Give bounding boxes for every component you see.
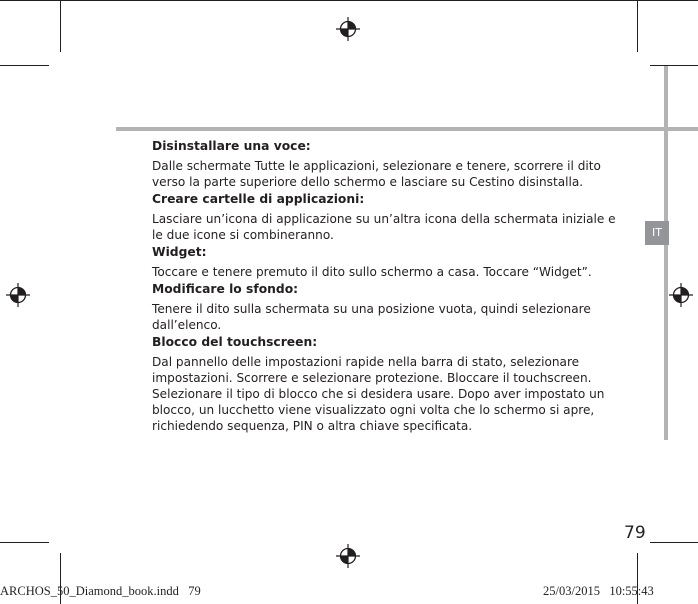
crop-mark-bottom-right-horizontal	[650, 542, 698, 543]
section-heading-lock: Blocco del touchscreen:	[152, 335, 318, 349]
section-heading-uninstall: Disinstallare una voce:	[152, 139, 311, 153]
section-top-rule	[116, 127, 698, 131]
main-content	[152, 138, 622, 435]
crop-mark-top-left-vertical	[60, 0, 61, 52]
section-heading-wallpaper: Modificare lo sfondo:	[152, 282, 299, 296]
section-body-uninstall: Dalle schermate Tutte le applicazioni, selezionare e tenere, scorrere il dito verso la parte superiore dello schermo e lasciare su Cestino disinstalla.	[152, 159, 601, 189]
footer-timestamp: 25/03/2015 10:55:43	[543, 584, 654, 598]
crop-mark-top-right-horizontal	[650, 65, 698, 66]
registration-mark-top-icon	[335, 16, 361, 42]
section-heading-widget: Widget:	[152, 245, 207, 259]
section-body-folders: Lasciare un’icona di applicazione su un’altra icona della schermata iniziale e le due icone si combineranno.	[152, 212, 616, 242]
registration-mark-bottom-icon	[335, 543, 361, 569]
side-margin-bar	[664, 66, 668, 440]
section-body-widget: Toccare e tenere premuto il dito sullo schermo a casa. Toccare “Widget”.	[152, 265, 592, 279]
language-tab-label: IT	[652, 226, 662, 239]
footer-file-name: ARCHOS_50_Diamond_book.indd 79	[0, 584, 201, 598]
crop-mark-top-right-vertical	[637, 0, 638, 52]
crop-mark-bottom-left-horizontal	[0, 542, 49, 543]
crop-mark-top-left-horizontal	[0, 65, 49, 66]
page-number: 79	[624, 523, 646, 543]
top-trim-line	[0, 0, 698, 1]
language-tab	[645, 221, 669, 245]
section-body-lock: Dal pannello delle impostazioni rapide nella barra di stato, selezionare impostazioni. Scorrere e selezionare protezione. Bloccare il touchscreen. Selezionare il tipo di blocco che si desidera usare. Dopo aver impostato un blocco, un lucchetto viene visualizzato ogni volta che lo schermo si apre, richiedendo sequenza, PIN o altra chiave specificata.	[152, 355, 605, 433]
section-heading-folders: Creare cartelle di applicazioni:	[152, 192, 365, 206]
registration-mark-right-icon	[668, 282, 694, 308]
registration-mark-left-icon	[5, 282, 31, 308]
section-body-wallpaper: Tenere il dito sulla schermata su una posizione vuota, quindi selezionare dall’elenco.	[152, 302, 591, 332]
